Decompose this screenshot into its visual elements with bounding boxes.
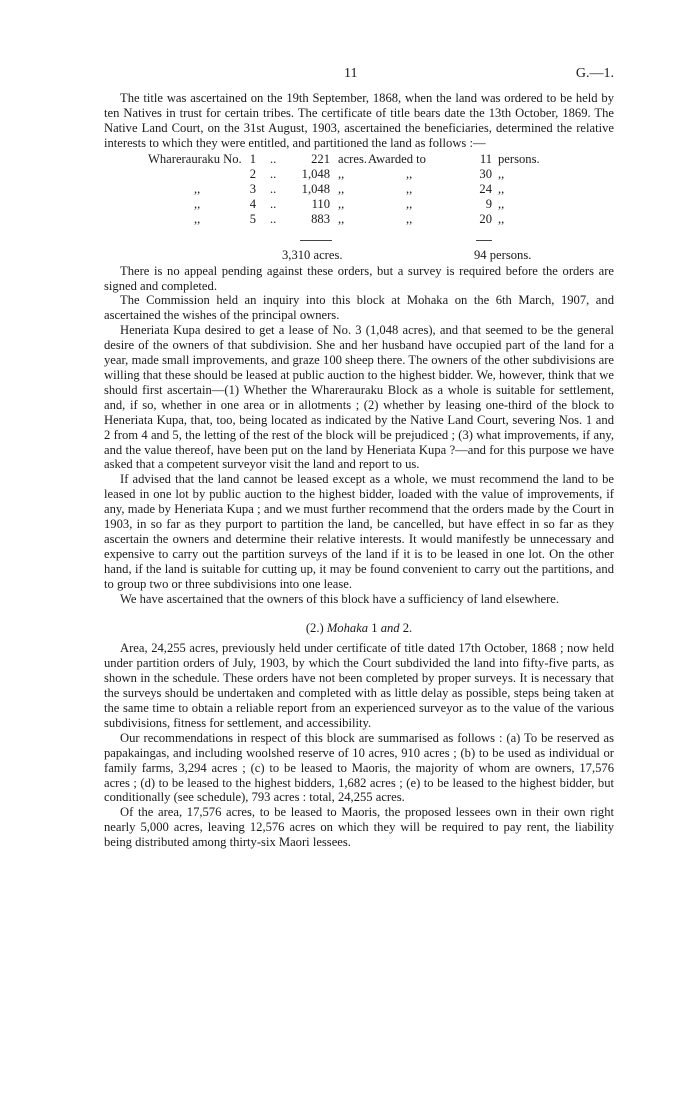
- table-cell-awarded: ,,: [406, 196, 413, 211]
- paragraph: There is no appeal pending against these orders, but a survey is required before the orders are signed and completed.: [104, 263, 614, 293]
- table-cell-awarded: Awarded to: [368, 151, 426, 166]
- table-cell-unit: acres.: [338, 151, 368, 166]
- persons-total-rule: [476, 240, 492, 241]
- acres-total-rule: [300, 240, 332, 241]
- table-cell-acres: 883: [311, 211, 330, 226]
- document-reference: G.—1.: [575, 66, 614, 81]
- table-cell-persons: 20: [479, 211, 492, 226]
- table-cell-number: 4: [249, 196, 256, 211]
- total-acres: 3,310 acres.: [282, 247, 343, 262]
- table-cell-name: Wharerauraku No.: [148, 151, 242, 166]
- paragraph: The title was ascertained on the 19th September, 1868, when the land was ordered to be held by ten Natives in trust for certain tribes. The certificate of title bears date the 13th October, 1869. The Native Land Court, on the 31st August, 1903, ascertained the beneficiaries, determined the relative interests to which they were entitled, and partitioned the land as follows :—: [104, 91, 614, 150]
- table-cell-persons: 30: [479, 166, 492, 181]
- table-cell-persons-unit: persons.: [498, 151, 540, 166]
- table-cell-unit: ,,: [338, 166, 345, 181]
- table-cell-persons: 11: [479, 151, 492, 166]
- table-cell-name: ,,: [194, 181, 201, 196]
- heading-title: Mohaka: [326, 621, 369, 636]
- table-cell-unit: ,,: [338, 196, 345, 211]
- table-cell-awarded: ,,: [406, 211, 413, 226]
- heading-suffix: 2.: [399, 621, 413, 636]
- table-cell-awarded: ,,: [406, 181, 413, 196]
- table-cell-number: 2: [249, 166, 256, 181]
- table-row: [104, 167, 614, 182]
- table-cell-number: 3: [249, 181, 256, 196]
- paragraph: If advised that the land cannot be leased except as a whole, we must recommend the land to be leased in one lot by public auction to the highest bidder, loaded with the value of improvements, if any, made by Heneriata Kupa ; and we must further recommend that the orders made by the Court in 1903, in so far as they purport to partition the land, be cancelled, but have effect in so far as they ascertain the owners and determine their relative interests. It would manifestly be unnecessary and expensive to carry out the partition surveys of the land if it is to be leased in one lot. On the other hand, if the land is suitable for cutting up, it may be found convenient to carry out the partitions, and to group two or three subdivisions into one lease.: [104, 472, 614, 591]
- table-cell-number: 1: [249, 151, 256, 166]
- table-row: [104, 197, 614, 212]
- partition-table: [104, 152, 614, 264]
- paragraph: Of the area, 17,576 acres, to be leased to Maoris, the proposed lessees own in their own right nearly 5,000 acres, leaving 12,576 acres on which they will be required to pay rent, the liability being distributed among thirty-six Maori lessees.: [104, 805, 614, 850]
- table-cell-persons-unit: ,,: [498, 196, 505, 211]
- table-cell-leader: ..: [270, 211, 277, 226]
- table-cell-acres: 110: [311, 196, 330, 211]
- page-number: 11: [344, 66, 358, 81]
- table-cell-persons: 24: [479, 181, 492, 196]
- section-heading: [104, 621, 614, 636]
- table-cell-acres: 221: [311, 151, 330, 166]
- table-cell-unit: ,,: [338, 211, 345, 226]
- table-row: [104, 212, 614, 227]
- table-cell-unit: ,,: [338, 181, 345, 196]
- table-row: [104, 182, 614, 197]
- table-cell-leader: ..: [270, 166, 277, 181]
- paragraph: Area, 24,255 acres, previously held under certificate of title dated 17th October, 1868 ; now held under partition orders of July, 1903, by which the Court subdivided the land into fifty-five parts, as shown in the schedule. These orders have not been completed by proper surveys. It is necessary that the surveys should be undertaken and completed with as little delay as possible, steps being taken at the same time to obtain a reliable report from an experienced surveyor as to the value of the various subdivisions, fitness for settlement, and accessibility.: [104, 641, 614, 730]
- heading-subnumber: 1: [368, 621, 381, 636]
- table-cell-persons: 9: [485, 196, 492, 211]
- table-cell-acres: 1,048: [301, 181, 330, 196]
- table-total-row: [104, 248, 614, 263]
- table-cell-name: ,,: [194, 196, 201, 211]
- table-cell-leader: ..: [270, 151, 277, 166]
- paragraph: Heneriata Kupa desired to get a lease of No. 3 (1,048 acres), and that seemed to be the general desire of the owners of that subdivision. She and her husband have occupied part of the land for a year, made small improvements, and graze 100 sheep there. The owners of the other subdivisions are willing that these should be leased at public auction to the highest bidder. We, however, think that we should first ascertain—(1) Whether the Wharerauraku Block as a whole is suitable for settlement, and, if so, whether in one area or in allotments ; (2) whether by leasing one-third of the block to Heneriata Kupa, that, too, being located as indicated by the Native Land Court, severing Nos. 1 and 2 from 4 and 5, the letting of the rest of the block will be prejudiced ; (3) what improvements, if any, and the value thereof, have been put on the land by Heneriata Kupa ?—and for this purpose we have asked that a competent surveyor visit the land and report to us.: [104, 323, 614, 472]
- table-cell-persons-unit: ,,: [498, 211, 505, 226]
- table-cell-leader: ..: [270, 196, 277, 211]
- table-cell-acres: 1,048: [301, 166, 330, 181]
- table-row: [104, 152, 614, 167]
- paragraph: The Commission held an inquiry into this block at Mohaka on the 6th March, 1907, and ascertained the wishes of the principal owners.: [104, 293, 614, 323]
- total-persons: 94 persons.: [474, 247, 532, 262]
- paragraph: We have ascertained that the owners of this block have a sufficiency of land elsewhere.: [120, 591, 560, 606]
- table-cell-number: 5: [249, 211, 256, 226]
- heading-number: (2.): [305, 621, 327, 636]
- table-cell-awarded: ,,: [406, 166, 413, 181]
- page-header: [104, 66, 614, 88]
- table-cell-persons-unit: ,,: [498, 181, 505, 196]
- table-cell-leader: ..: [270, 181, 277, 196]
- document-page: [104, 66, 614, 850]
- paragraph: Our recommendations in respect of this block are summarised as follows : (a) To be reserved as papakaingas, and including woolshed reserve of 10 acres, 910 acres ; (b) to be used as individual or family farms, 3,294 acres ; (c) to be leased to Maoris, the majority of whom are owners, 17,576 acres ; (d) to be leased to the highest bidders, 1,682 acres ; (e) to be leased to the highest bidder, but conditionally (see schedule), 793 acres : total, 24,255 acres.: [104, 730, 614, 805]
- heading-connector: and: [380, 621, 400, 636]
- table-cell-name: ,,: [194, 211, 201, 226]
- table-cell-persons-unit: ,,: [498, 166, 505, 181]
